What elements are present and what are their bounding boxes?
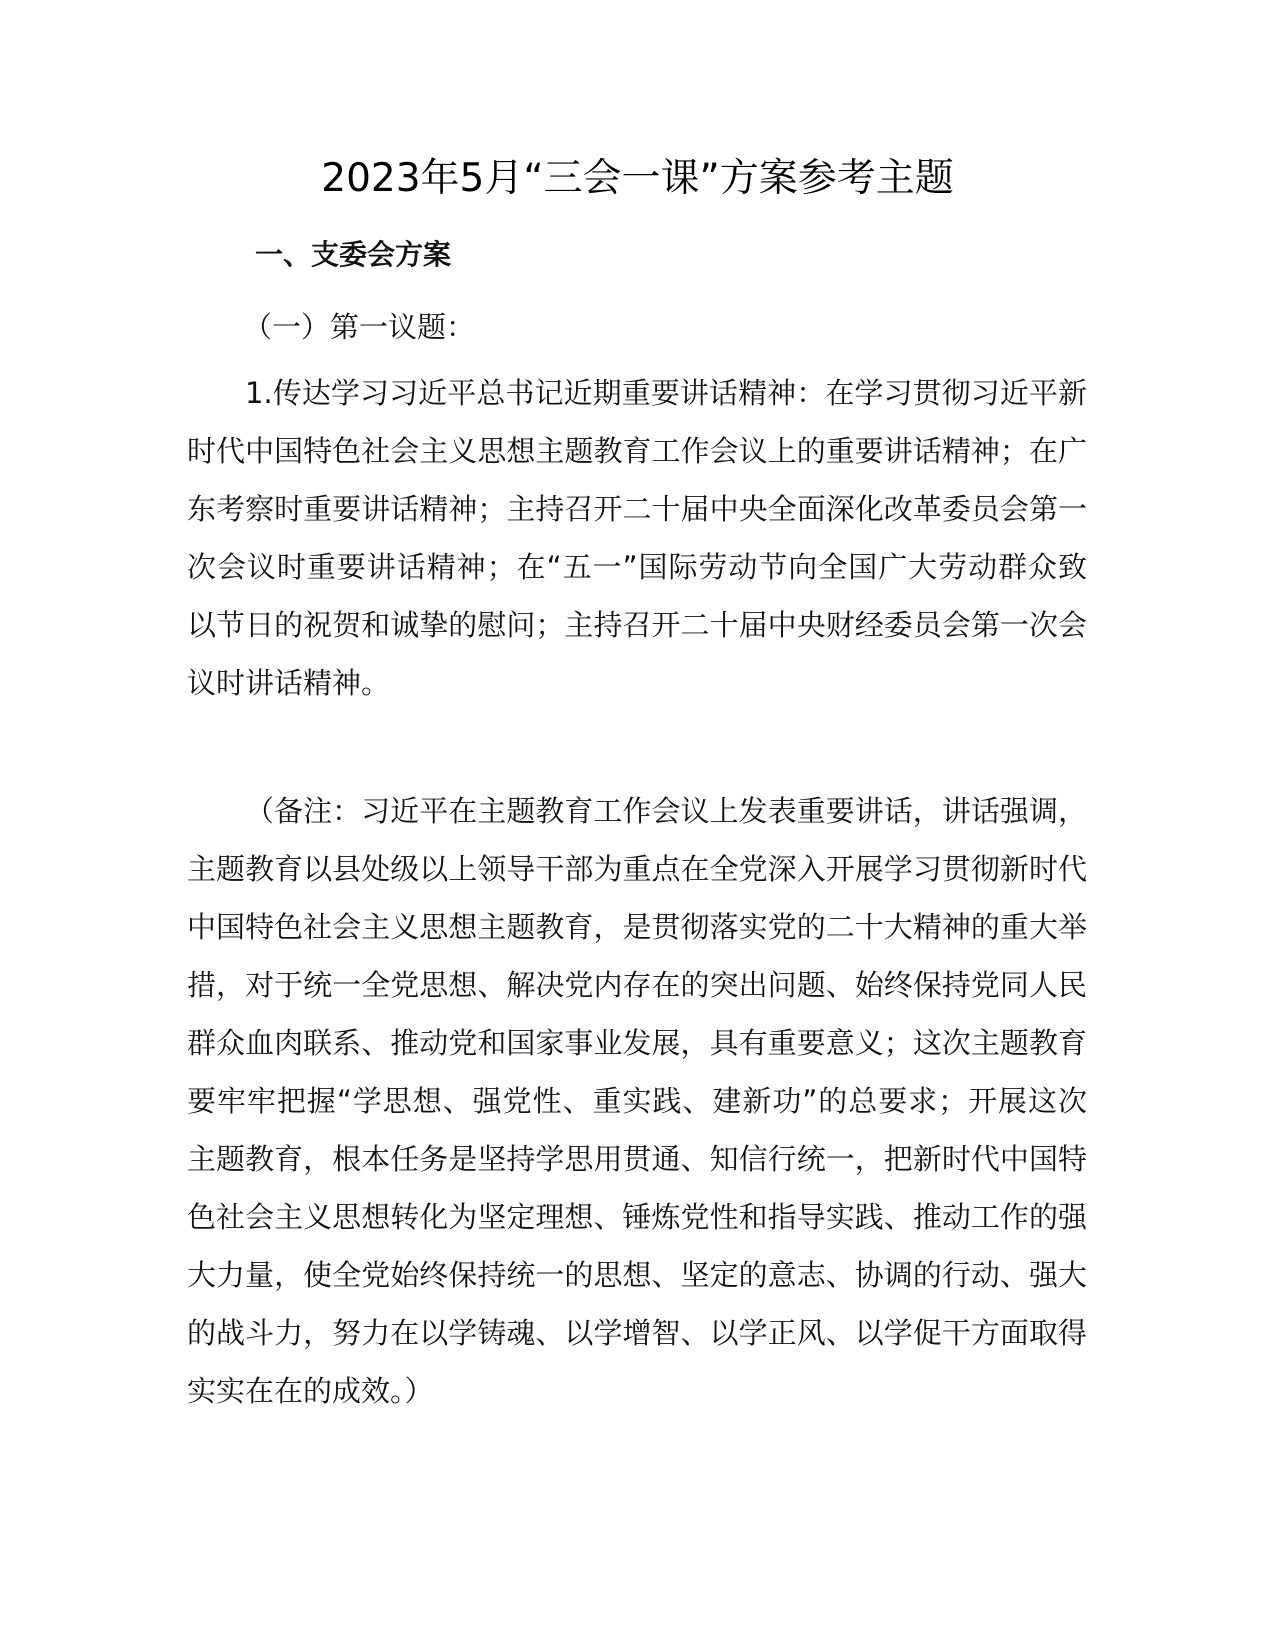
subsection-heading: （一）第一议题： [243, 310, 476, 344]
document-title: 2023年5月“三会一课”方案参考主题 [321, 156, 954, 201]
section-heading: 一、支委会方案 [255, 238, 452, 271]
body-paragraph-2: （备注：习近平在主题教育工作会议上发表重要讲话，讲话强调，主题教育以县处级以上领导干部为重点在全党深入开展学习贯彻新时代中国特色社会主义思想主题教育，是贯彻落实党的二十大精神的重大举措，对于统一全党思想、解决党内存在的突出问题、始终保持党同人民群众血肉联系、推动党和国家事业发展，具有重要意义；这次主题教育要牢牢把握“学思想、强党性、重实践、建新功”的总要求；开展这次主题教育，根本任务是坚持学思用贯通、知信行统一，把新时代中国特色社会主义思想转化为坚定理想、锤炼党性和指导实践、推动工作的强大力量，使全党始终保持统一的思想、坚定的意志、协调的行动、强大的战斗力，努力在以学铸魂、以学增智、以学正风、以学促干方面取得实实在在的成效。） [187, 794, 1087, 1408]
body-paragraph-1: 1.传达学习习近平总书记近期重要讲话精神：在学习贯彻习近平新时代中国特色社会主义思想主题教育工作会议上的重要讲话精神；在广东考察时重要讲话精神；主持召开二十届中央全面深化改革委员会第一次会议时重要讲话精神；在“五一”国际劳动节向全国广大劳动群众致以节日的祝贺和诚挚的慰问；主持召开二十届中央财经委员会第一次会议时讲话精神。 [187, 376, 1087, 700]
